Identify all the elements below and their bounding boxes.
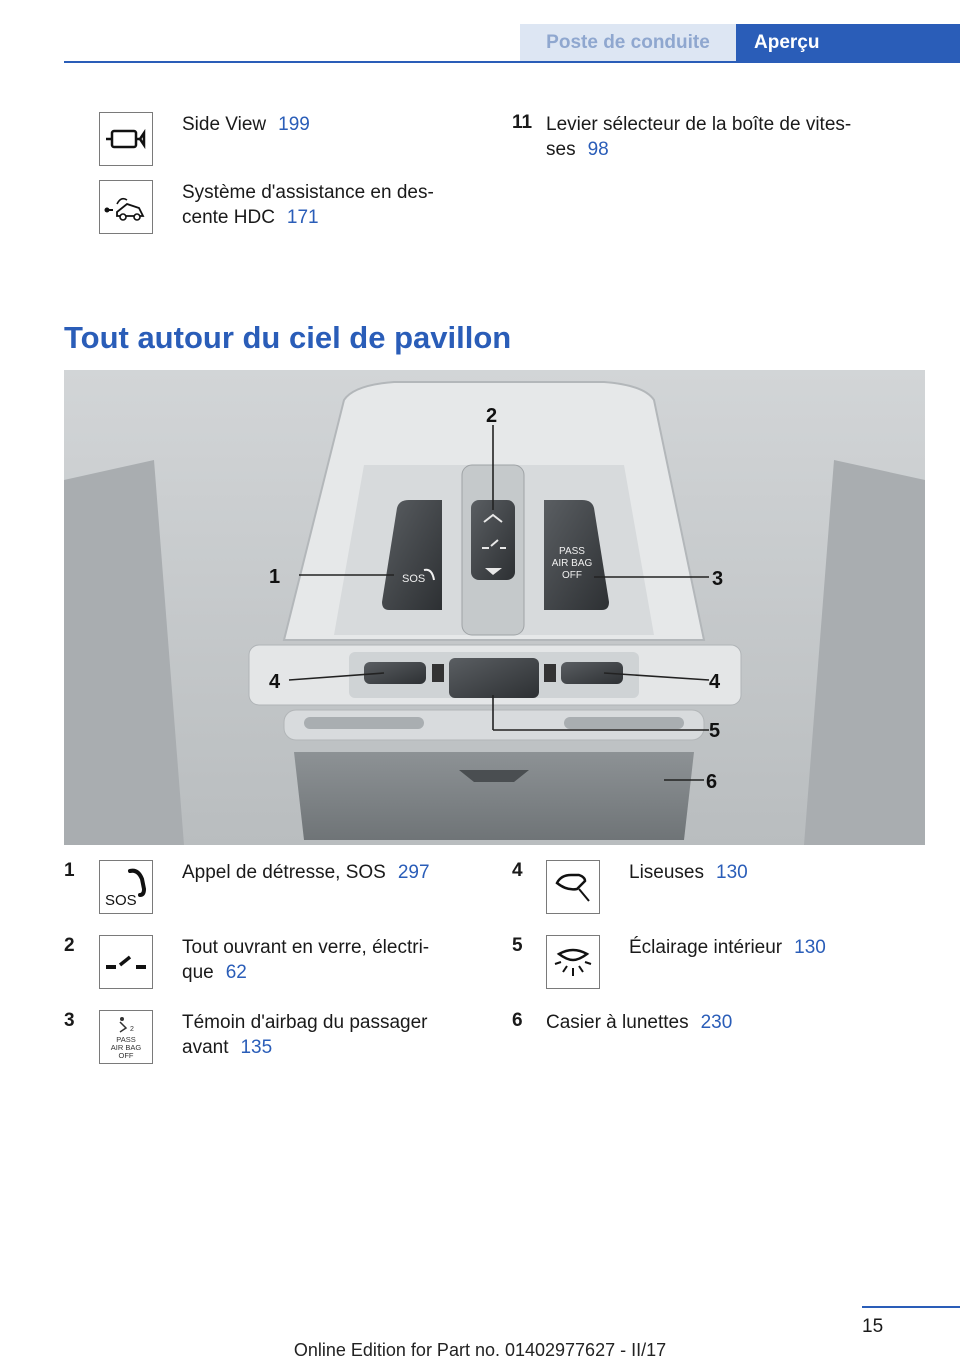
footer-rule (862, 1306, 960, 1308)
list-item: Levier sélecteur de la boîte de vites- ses 98 (546, 114, 852, 160)
page-ref[interactable]: 130 (794, 937, 826, 958)
list-item: Système d'assistance en des- cente HDC 171 (182, 182, 434, 228)
page-ref[interactable]: 62 (225, 962, 247, 983)
item-number: 4 (512, 860, 523, 881)
list-item: Appel de détresse, SOS 297 (182, 862, 430, 883)
interior-light-icon (546, 935, 600, 989)
header-rule (64, 61, 960, 63)
list-item: Éclairage intérieur 130 (629, 937, 826, 958)
item-number: 1 (64, 860, 75, 881)
svg-text:PASS: PASS (116, 1035, 136, 1044)
item-number: 2 (64, 935, 75, 956)
callout-1: 1 (269, 566, 281, 588)
svg-text:OFF: OFF (118, 1051, 134, 1060)
list-item: Liseuses 130 (629, 862, 748, 883)
list-item: Side View 199 (182, 114, 310, 135)
airbag-button-text-line: AIR BAG (551, 558, 593, 569)
edition-line: Online Edition for Part no. 01402977627 - II/17 (293, 1340, 667, 1360)
sos-button-text: SOS (402, 573, 426, 585)
sunroof-icon (99, 935, 153, 989)
sos-icon (99, 860, 153, 914)
page-ref[interactable]: 297 (397, 862, 430, 883)
callout-6: 6 (706, 771, 718, 793)
header-active-tab[interactable]: Aperçu (736, 24, 960, 61)
side-view-camera-icon (99, 112, 153, 166)
callout-3: 3 (712, 568, 724, 590)
item-number: 6 (512, 1010, 523, 1031)
list-item: Témoin d'airbag du passager avant 135 (182, 1012, 428, 1058)
page-ref[interactable]: 98 (587, 139, 609, 160)
reading-light-icon (546, 860, 600, 914)
callout-2: 2 (486, 405, 498, 427)
svg-text:SOS: SOS (105, 892, 137, 909)
overhead-console-figure (64, 370, 925, 845)
page-ref[interactable]: 230 (700, 1012, 733, 1033)
callout-4-left: 4 (269, 671, 281, 693)
svg-text:AIR BAG: AIR BAG (110, 1043, 142, 1052)
page-ref[interactable]: 135 (240, 1037, 273, 1058)
callout-4-right: 4 (709, 671, 721, 693)
item-number: 5 (512, 935, 523, 956)
airbag-button-text-line: OFF (562, 570, 582, 581)
header-section-tab[interactable]: Poste de conduite (520, 24, 736, 61)
svg-text:2: 2 (130, 1026, 134, 1033)
airbag-button-text-line: PASS (559, 546, 585, 557)
page-number: 15 (862, 1316, 884, 1337)
callout-5: 5 (709, 720, 721, 742)
hill-descent-control-icon (99, 180, 153, 234)
passenger-airbag-off-icon (99, 1010, 153, 1064)
page-ref[interactable]: 199 (278, 114, 310, 135)
section-title: Tout autour du ciel de pavillon (64, 320, 512, 355)
list-item: Casier à lunettes 230 (546, 1012, 733, 1033)
page-ref[interactable]: 171 (286, 207, 319, 228)
page-ref[interactable]: 130 (716, 862, 748, 883)
item-number: 11 (512, 112, 533, 133)
list-item: Tout ouvrant en verre, électri- que 62 (182, 937, 430, 983)
item-number: 3 (64, 1010, 75, 1031)
